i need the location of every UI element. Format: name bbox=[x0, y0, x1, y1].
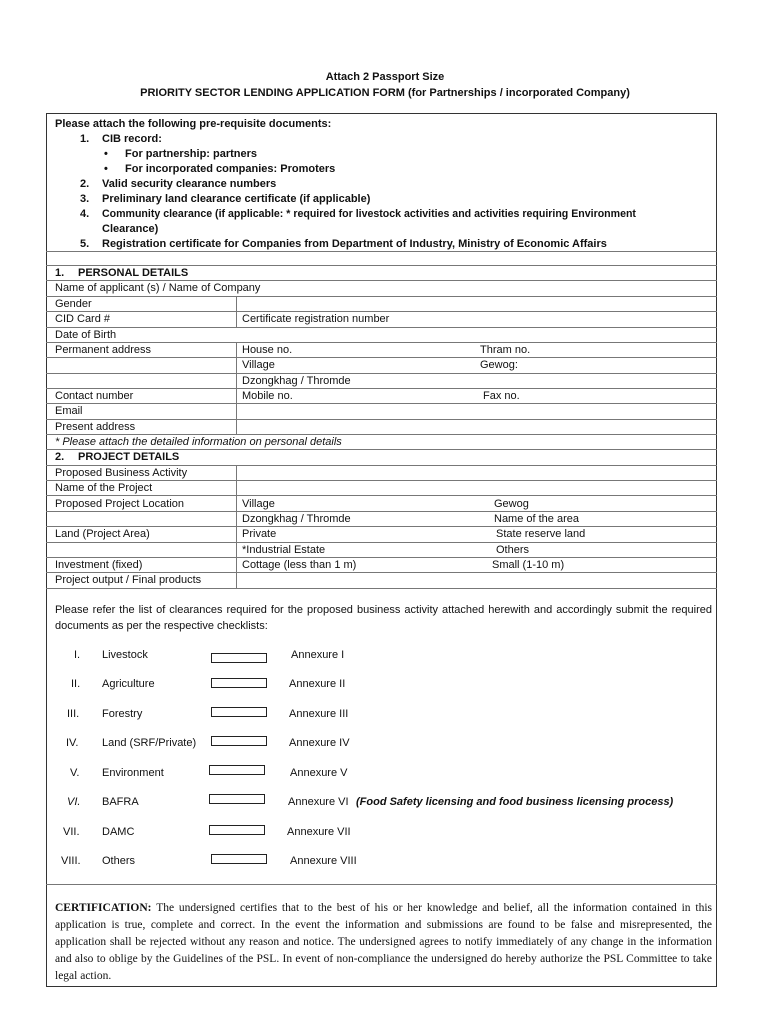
table-rule bbox=[46, 557, 717, 558]
table-rule bbox=[46, 373, 717, 374]
label-gewog: Gewog: bbox=[480, 359, 518, 371]
form-title: PRIORITY SECTOR LENDING APPLICATION FORM (for Partnerships / incorporated Company) bbox=[140, 87, 630, 99]
project-heading-num: 2. bbox=[55, 451, 65, 463]
label-cottage: Cottage (less than 1 m) bbox=[242, 559, 357, 571]
label-project-gewog: Gewog bbox=[494, 498, 529, 510]
bullet-icon: • bbox=[104, 148, 108, 160]
bullet-icon: • bbox=[104, 163, 108, 175]
clearance-label-damc: DAMC bbox=[102, 826, 135, 838]
label-state-reserve: State reserve land bbox=[496, 528, 586, 540]
prereq-item-2: Valid security clearance numbers bbox=[102, 178, 277, 190]
clearance-label-bafra: BAFRA bbox=[102, 796, 139, 808]
clearance-label-agriculture: Agriculture bbox=[102, 678, 155, 690]
checkbox-bafra[interactable] bbox=[209, 794, 265, 804]
prereq-num-5: 5. bbox=[80, 238, 90, 250]
prereq-num-1: 1. bbox=[80, 133, 90, 145]
prereq-num-3: 3. bbox=[80, 193, 90, 205]
checkbox-damc[interactable] bbox=[209, 825, 265, 835]
passport-note: Attach 2 Passport Size bbox=[325, 71, 445, 83]
column-divider bbox=[236, 465, 237, 588]
prereq-item-1: CIB record: bbox=[102, 133, 162, 145]
label-area-name: Name of the area bbox=[494, 513, 579, 525]
clearance-num-8: VIII. bbox=[61, 855, 81, 867]
clearance-num-1: I. bbox=[74, 649, 81, 661]
table-rule bbox=[46, 588, 717, 589]
annex-environment: Annexure V bbox=[290, 767, 348, 779]
clearance-num-5: V. bbox=[70, 767, 80, 779]
label-private: Private bbox=[242, 528, 277, 540]
label-cid: CID Card # bbox=[55, 313, 111, 325]
clearance-num-6: VI. bbox=[67, 796, 81, 808]
clearance-label-forestry: Forestry bbox=[102, 708, 143, 720]
table-rule bbox=[46, 542, 717, 543]
checkbox-agriculture[interactable] bbox=[211, 678, 267, 688]
table-rule bbox=[46, 296, 717, 297]
annex-bafra: Annexure VI bbox=[288, 796, 349, 808]
table-rule bbox=[46, 403, 717, 404]
label-dzongkhag: Dzongkhag / Thromde bbox=[242, 375, 351, 387]
label-contact: Contact number bbox=[55, 390, 134, 402]
label-project-village: Village bbox=[242, 498, 275, 510]
clearance-label-environment: Environment bbox=[102, 767, 164, 779]
certification-text: The undersigned certifies that to the best of his or her knowledge and belief, all the information contained in this application is true, complete and correct. In the event the information and submissions are found to be false and misrepresented, the application shall be rejected without any reason and notice. The undersigned agrees to notify immediately of any change in the information and also to oblige by the Guidelines of the PSL. In event of non-compliance the undersigned do hereby authorize the PSL Committee to take legal action. bbox=[55, 902, 712, 982]
clearance-num-4: IV. bbox=[66, 737, 79, 749]
label-land: Land (Project Area) bbox=[55, 528, 150, 540]
bafra-note: (Food Safety licensing and food business licensing process) bbox=[356, 796, 674, 808]
column-divider bbox=[236, 296, 237, 311]
table-rule bbox=[46, 495, 717, 496]
label-perm-address: Permanent address bbox=[55, 344, 151, 356]
project-heading: PROJECT DETAILS bbox=[78, 451, 180, 463]
table-rule bbox=[46, 251, 717, 252]
label-gender: Gender bbox=[55, 298, 92, 310]
label-project-name: Name of the Project bbox=[55, 482, 153, 494]
label-project-dzongkhag: Dzongkhag / Thromde bbox=[242, 513, 351, 525]
table-rule bbox=[46, 327, 717, 328]
personal-heading-num: 1. bbox=[55, 267, 65, 279]
label-others: Others bbox=[496, 544, 530, 556]
label-dob: Date of Birth bbox=[55, 329, 117, 341]
table-rule bbox=[46, 357, 717, 358]
prereq-title: Please attach the following pre-requisite documents: bbox=[55, 118, 332, 130]
prereq-num-2: 2. bbox=[80, 178, 90, 190]
label-thram-no: Thram no. bbox=[480, 344, 531, 356]
personal-heading: PERSONAL DETAILS bbox=[78, 267, 189, 279]
annex-forestry: Annexure III bbox=[289, 708, 349, 720]
label-investment: Investment (fixed) bbox=[55, 559, 143, 571]
checkbox-forestry[interactable] bbox=[211, 707, 267, 717]
column-divider bbox=[236, 342, 237, 434]
personal-note: * Please attach the detailed information on personal details bbox=[55, 436, 342, 448]
label-mobile: Mobile no. bbox=[242, 390, 293, 402]
label-project-location: Proposed Project Location bbox=[55, 498, 185, 510]
clearance-label-livestock: Livestock bbox=[102, 649, 148, 661]
checkbox-land[interactable] bbox=[211, 736, 267, 746]
label-project-output: Project output / Final products bbox=[55, 574, 202, 586]
annex-land: Annexure IV bbox=[289, 737, 350, 749]
label-business-activity: Proposed Business Activity bbox=[55, 467, 188, 479]
prereq-num-4: 4. bbox=[80, 208, 90, 220]
label-house-no: House no. bbox=[242, 344, 293, 356]
prereq-item-3: Preliminary land clearance certificate (if applicable) bbox=[102, 193, 371, 205]
prereq-item-4-cont: Clearance) bbox=[102, 223, 159, 235]
clearance-num-7: VII. bbox=[63, 826, 80, 838]
certification-block bbox=[55, 900, 712, 985]
annex-others: Annexure VIII bbox=[290, 855, 357, 867]
column-divider bbox=[236, 311, 237, 327]
prereq-bullet-2: For incorporated companies: Promoters bbox=[125, 163, 336, 175]
label-email: Email bbox=[55, 405, 83, 417]
label-cert-reg: Certificate registration number bbox=[242, 313, 390, 325]
label-village: Village bbox=[242, 359, 275, 371]
checkbox-others[interactable] bbox=[211, 854, 267, 864]
annex-livestock: Annexure I bbox=[291, 649, 345, 661]
prereq-item-4: Community clearance (if applicable: * required for livestock activities and activities requiring Environment bbox=[102, 208, 636, 220]
checkbox-livestock[interactable] bbox=[211, 653, 267, 663]
section-rule bbox=[46, 884, 717, 885]
label-applicant-name: Name of applicant (s) / Name of Company bbox=[55, 282, 261, 294]
table-rule bbox=[46, 388, 717, 389]
label-industrial-estate: *Industrial Estate bbox=[242, 544, 326, 556]
table-rule bbox=[46, 511, 717, 512]
prereq-item-5: Registration certificate for Companies from Department of Industry, Ministry of Economic Affairs bbox=[102, 238, 607, 250]
label-small: Small (1-10 m) bbox=[492, 559, 565, 571]
certification-label: CERTIFICATION: bbox=[55, 902, 152, 914]
table-rule bbox=[46, 419, 717, 420]
clearance-label-others: Others bbox=[102, 855, 136, 867]
label-fax: Fax no. bbox=[483, 390, 520, 402]
clearances-intro: Please refer the list of clearances required for the proposed business activity attached herewith and accordingly submit the required documents as per the respective checklists: bbox=[55, 604, 712, 632]
checkbox-environment[interactable] bbox=[209, 765, 265, 775]
clearance-label-land: Land (SRF/Private) bbox=[102, 737, 197, 749]
annex-damc: Annexure VII bbox=[287, 826, 351, 838]
annex-agriculture: Annexure II bbox=[289, 678, 346, 690]
clearance-num-2: II. bbox=[71, 678, 81, 690]
label-present-address: Present address bbox=[55, 421, 136, 433]
prereq-bullet-1: For partnership: partners bbox=[125, 148, 258, 160]
clearance-num-3: III. bbox=[67, 708, 80, 720]
